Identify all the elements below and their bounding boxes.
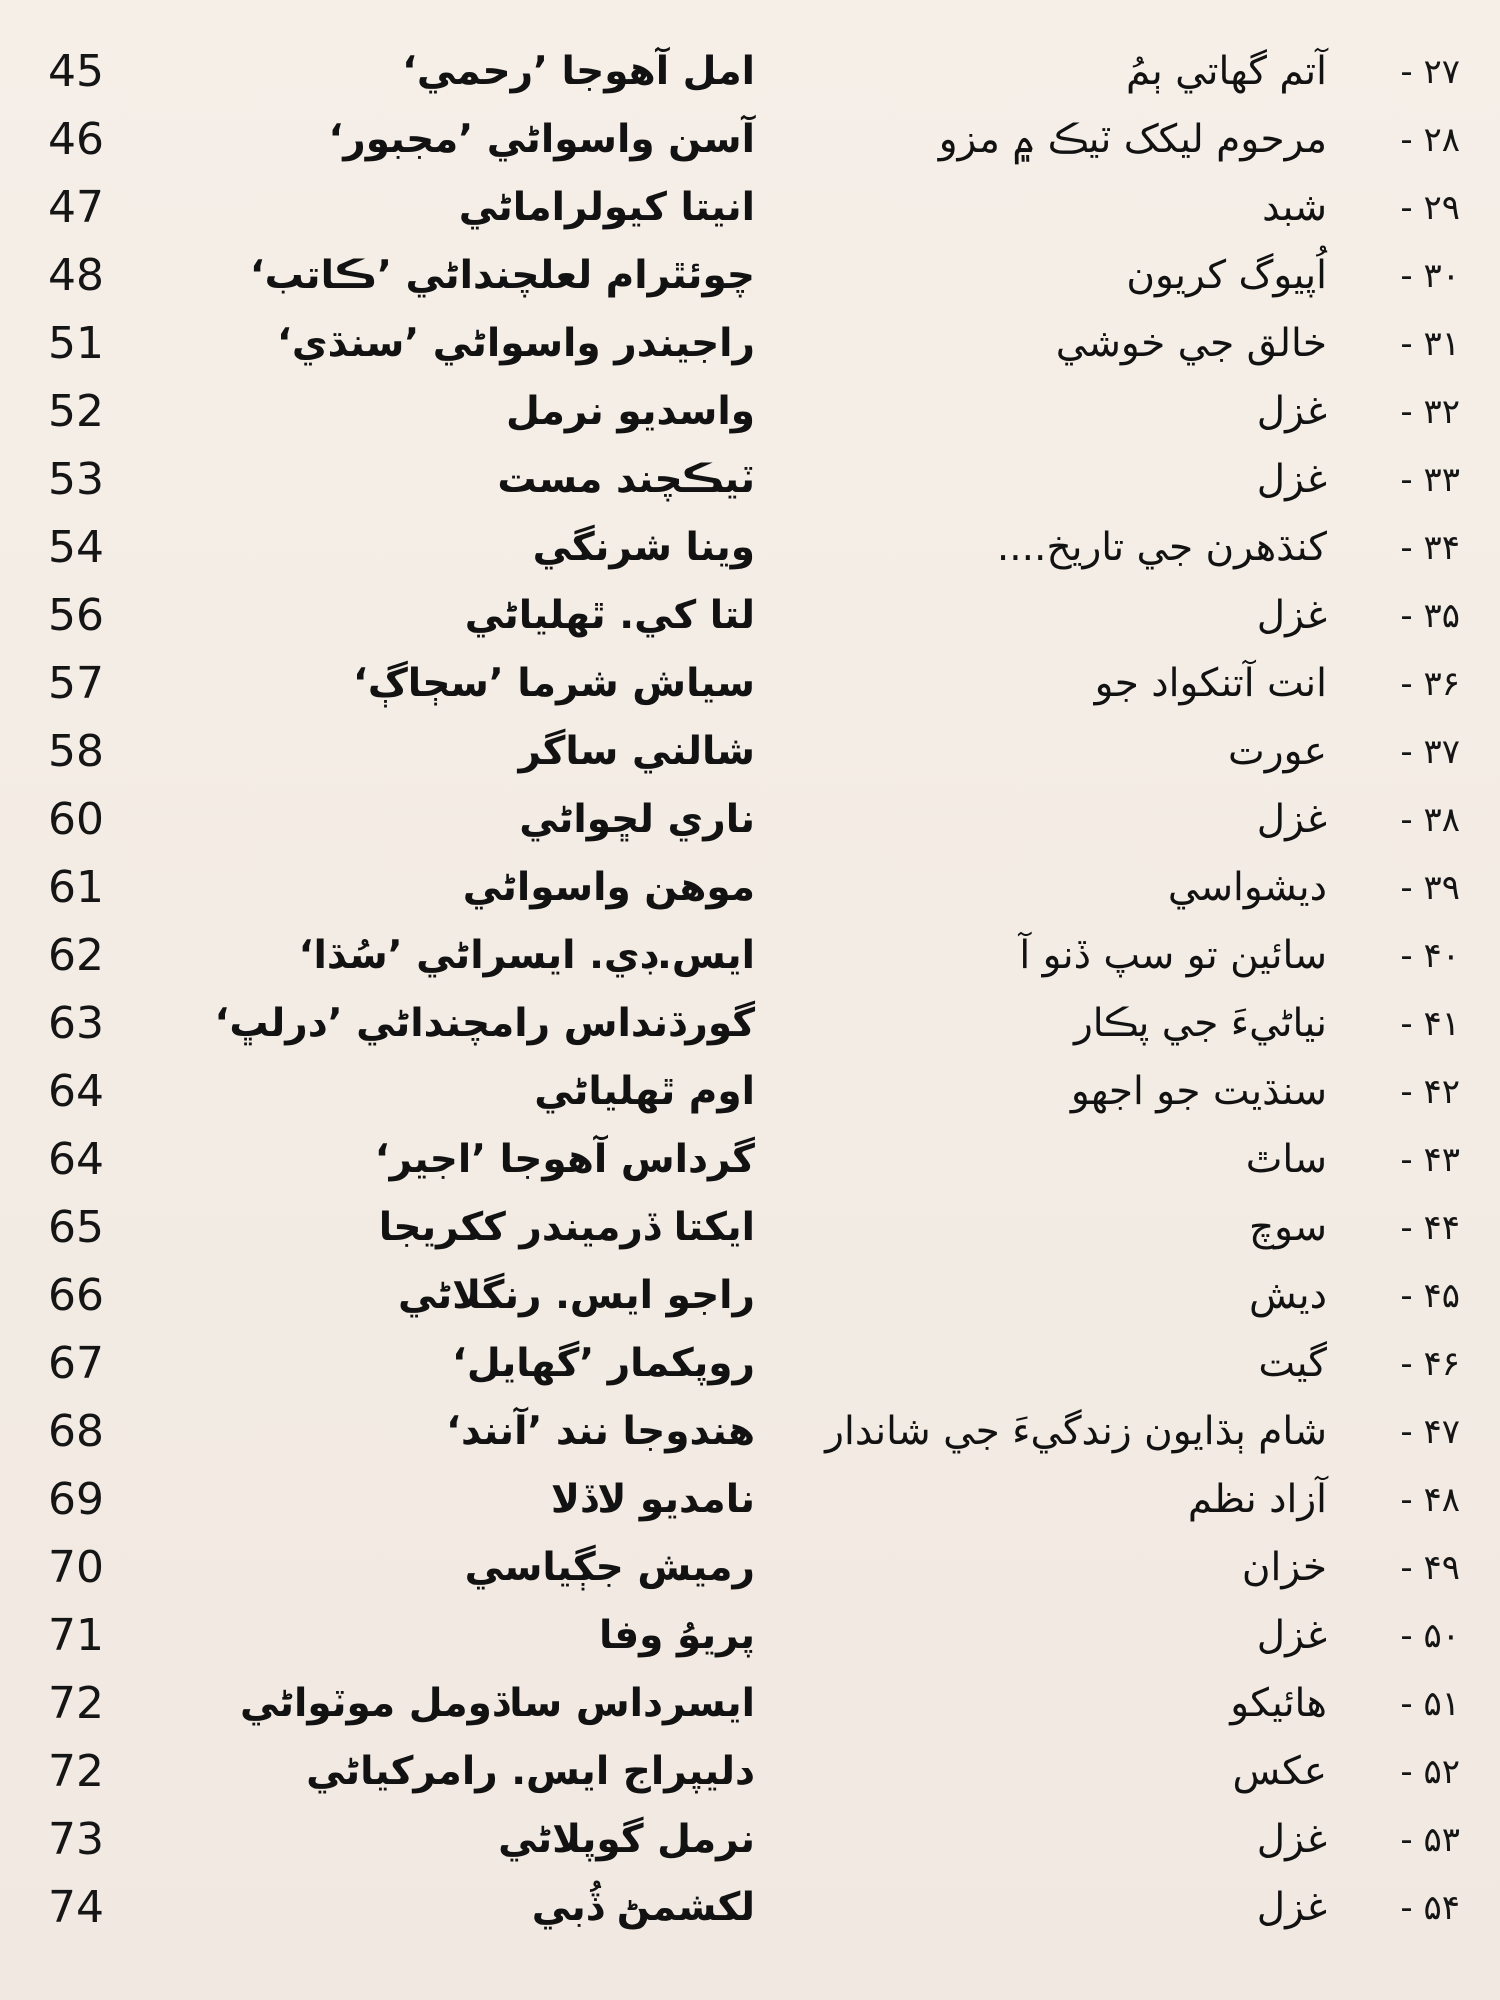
- toc-author: گورڌنداس رامچنداڻي ’درلڀ‘: [214, 1001, 755, 1046]
- toc-page-number: 64: [48, 1134, 104, 1185]
- toc-page-number: 46: [48, 114, 104, 165]
- toc-author: ايسرداس ساڌومل موٽواڻي: [239, 1681, 755, 1726]
- toc-author: روپکمار ’گهايل‘: [452, 1341, 755, 1386]
- toc-author: شالني ساگر: [518, 729, 755, 774]
- toc-title: ساٿ: [1245, 1137, 1327, 1182]
- toc-author: سياش شرما ’سڄاڳ‘: [353, 661, 755, 706]
- toc-author: لتا کي. ٿهلياڻي: [464, 593, 755, 638]
- toc-title: سائين تو سپ ڏنو آ: [1019, 933, 1327, 978]
- toc-entry-number: ۳۰ -: [1400, 256, 1460, 296]
- toc-row: [0, 854, 1500, 922]
- toc-entry-number: ۳۳ -: [1400, 460, 1460, 500]
- toc-entry-number: ۲۹ -: [1400, 188, 1460, 228]
- toc-page-number: 53: [48, 454, 104, 505]
- toc-title: ديشواسي: [1167, 865, 1327, 910]
- toc-entry-number: ۵۴ -: [1400, 1888, 1460, 1928]
- toc-author: واسديو نرمل: [505, 389, 755, 434]
- toc-title: غزل: [1256, 389, 1327, 434]
- toc-page-number: 72: [48, 1746, 104, 1797]
- toc-row: [0, 1194, 1500, 1262]
- toc-author: رميش جڳياسي: [464, 1545, 755, 1590]
- toc-title: غزل: [1256, 1613, 1327, 1658]
- toc-entry-number: ۴۱ -: [1400, 1004, 1460, 1044]
- toc-page-number: 68: [48, 1406, 104, 1457]
- toc-entry-number: ۳۶ -: [1400, 664, 1460, 704]
- toc-row: [0, 582, 1500, 650]
- toc-page-number: 64: [48, 1066, 104, 1117]
- toc-page-number: 70: [48, 1542, 104, 1593]
- toc-title: غزل: [1256, 457, 1327, 502]
- toc-entry-number: ۴۰ -: [1400, 936, 1460, 976]
- toc-entry-number: ۴۳ -: [1400, 1140, 1460, 1180]
- toc-row: [0, 922, 1500, 990]
- toc-row: [0, 378, 1500, 446]
- toc-page-number: 62: [48, 930, 104, 981]
- toc-row: [0, 786, 1500, 854]
- toc-page-number: 63: [48, 998, 104, 1049]
- toc-row: [0, 1466, 1500, 1534]
- toc-page-number: 56: [48, 590, 104, 641]
- toc-page-number: 74: [48, 1882, 104, 1933]
- toc-title: آزاد نظم: [1187, 1477, 1327, 1522]
- toc-author: راجو ايس. رنگلاڻي: [398, 1273, 755, 1318]
- toc-author: ناري لڇواڻي: [519, 797, 755, 842]
- toc-author: وينا شرنگي: [532, 525, 755, 570]
- toc-row: [0, 1398, 1500, 1466]
- toc-author: چوئٿرام لعلچنداڻي ’ڪاتب‘: [249, 253, 755, 298]
- toc-author: پريوُ وفا: [599, 1613, 755, 1658]
- toc-title: غزل: [1256, 1817, 1327, 1862]
- toc-entry-number: ۴۸ -: [1400, 1480, 1460, 1520]
- toc-row: [0, 38, 1500, 106]
- toc-author: ايس.ڊي. ايسراڻي ’سُڌا‘: [298, 933, 755, 978]
- toc-entry-number: ۳۸ -: [1400, 800, 1460, 840]
- toc-page-number: 73: [48, 1814, 104, 1865]
- toc-title: مرحوم ليکک ٽيڪ ۾ مزو: [938, 117, 1327, 162]
- toc-title: عورت: [1228, 729, 1327, 774]
- toc-title: نياڻيءَ جي پڪار: [1073, 1001, 1327, 1046]
- toc-title: غزل: [1256, 797, 1327, 842]
- toc-row: [0, 1262, 1500, 1330]
- toc-page-number: 51: [48, 318, 104, 369]
- toc-title: سنڌيت جو اجهو: [1070, 1069, 1327, 1114]
- toc-title: غزل: [1256, 593, 1327, 638]
- toc-entry-number: ۲۷ -: [1400, 52, 1460, 92]
- toc-entry-number: ۵۰ -: [1400, 1616, 1460, 1656]
- toc-row: [0, 1670, 1500, 1738]
- toc-author: موهن واسواڻي: [462, 865, 755, 910]
- toc-author: امل آهوجا ’رحمي‘: [402, 49, 755, 94]
- toc-author: اوم ٿهلياڻي: [534, 1069, 755, 1114]
- toc-title: سوچ: [1249, 1205, 1327, 1250]
- toc-row: [0, 1126, 1500, 1194]
- toc-entry-number: ۴۹ -: [1400, 1548, 1460, 1588]
- toc-author: گرداس آهوجا ’اجير‘: [374, 1137, 755, 1182]
- toc-page-number: 54: [48, 522, 104, 573]
- toc-author: لکشمڻ ڏُبي: [531, 1885, 755, 1930]
- toc-entry-number: ۵۲ -: [1400, 1752, 1460, 1792]
- toc-page-number: 45: [48, 46, 104, 97]
- toc-page-number: 60: [48, 794, 104, 845]
- toc-author: آسن واسواڻي ’مجبور‘: [328, 117, 755, 162]
- toc-row: [0, 310, 1500, 378]
- toc-row: [0, 1738, 1500, 1806]
- toc-row: [0, 514, 1500, 582]
- toc-entry-number: ۳۱ -: [1400, 324, 1460, 364]
- toc-author: ايکتا ڏرميندر ککريجا: [378, 1205, 755, 1250]
- toc-row: [0, 650, 1500, 718]
- toc-entry-number: ۴۷ -: [1400, 1412, 1460, 1452]
- toc-entry-number: ۳۷ -: [1400, 732, 1460, 772]
- toc-author: دليپراج ايس. رامرکياڻي: [306, 1749, 755, 1794]
- toc-page-number: 71: [48, 1610, 104, 1661]
- toc-row: [0, 242, 1500, 310]
- toc-row: [0, 106, 1500, 174]
- toc-author: نامديو لاڏلا: [550, 1477, 755, 1522]
- toc-title: شبد: [1262, 185, 1327, 230]
- toc-author: انيتا کيولراماڻي: [458, 185, 755, 230]
- toc-title: خزان: [1241, 1545, 1327, 1590]
- toc-entry-number: ۳۵ -: [1400, 596, 1460, 636]
- toc-title: شام ٻڌايون زندگيءَ جي شاندار: [825, 1409, 1327, 1454]
- toc-title: انت آتنکواد جو: [1094, 661, 1327, 706]
- toc-row: [0, 718, 1500, 786]
- toc-page-number: 57: [48, 658, 104, 709]
- toc-title: غزل: [1256, 1885, 1327, 1930]
- toc-row: [0, 1806, 1500, 1874]
- toc-entry-number: ۴۶ -: [1400, 1344, 1460, 1384]
- toc-row: [0, 1058, 1500, 1126]
- toc-row: [0, 1534, 1500, 1602]
- toc-page-number: 65: [48, 1202, 104, 1253]
- toc-title: عکس: [1232, 1749, 1327, 1794]
- toc-title: هائيکو: [1230, 1681, 1327, 1726]
- toc-page-number: 69: [48, 1474, 104, 1525]
- toc-row: [0, 1602, 1500, 1670]
- toc-title: آتم گهاتي ٻمُ: [1125, 49, 1327, 94]
- toc-page-number: 47: [48, 182, 104, 233]
- toc-row: [0, 990, 1500, 1058]
- toc-title: اُپيوگ کريون: [1126, 253, 1327, 298]
- toc-page-number: 67: [48, 1338, 104, 1389]
- toc-entry-number: ۵۳ -: [1400, 1820, 1460, 1860]
- toc-row: [0, 1330, 1500, 1398]
- toc-page-number: 58: [48, 726, 104, 777]
- toc-page-number: 72: [48, 1678, 104, 1729]
- toc-page-number: 52: [48, 386, 104, 437]
- toc-author: راجيندر واسواڻي ’سنڌي‘: [277, 321, 755, 366]
- toc-page-number: 66: [48, 1270, 104, 1321]
- toc-author: ٽيڪچند مست: [497, 457, 755, 502]
- toc-entry-number: ۲۸ -: [1400, 120, 1460, 160]
- toc-entry-number: ۵۱ -: [1400, 1684, 1460, 1724]
- toc-entry-number: ۴۲ -: [1400, 1072, 1460, 1112]
- toc-page-number: 61: [48, 862, 104, 913]
- toc-author: نرمل گوپلاڻي: [498, 1817, 755, 1862]
- toc-page-number: 48: [48, 250, 104, 301]
- toc-entry-number: ۳۴ -: [1400, 528, 1460, 568]
- toc-row: [0, 1874, 1500, 1942]
- toc-title: خالق جي خوشي: [1055, 321, 1327, 366]
- toc-title: گيت: [1258, 1341, 1327, 1386]
- toc-entry-number: ۳۲ -: [1400, 392, 1460, 432]
- toc-title: ديش: [1249, 1273, 1327, 1318]
- toc-row: [0, 446, 1500, 514]
- toc-entry-number: ۴۵ -: [1400, 1276, 1460, 1316]
- toc-author: هندوجا نند ’آنند‘: [446, 1409, 755, 1454]
- toc-entry-number: ۴۴ -: [1400, 1208, 1460, 1248]
- toc-entry-number: ۳۹ -: [1400, 868, 1460, 908]
- toc-title: کنڌهرن جي تاريخ....: [996, 525, 1327, 570]
- toc-row: [0, 174, 1500, 242]
